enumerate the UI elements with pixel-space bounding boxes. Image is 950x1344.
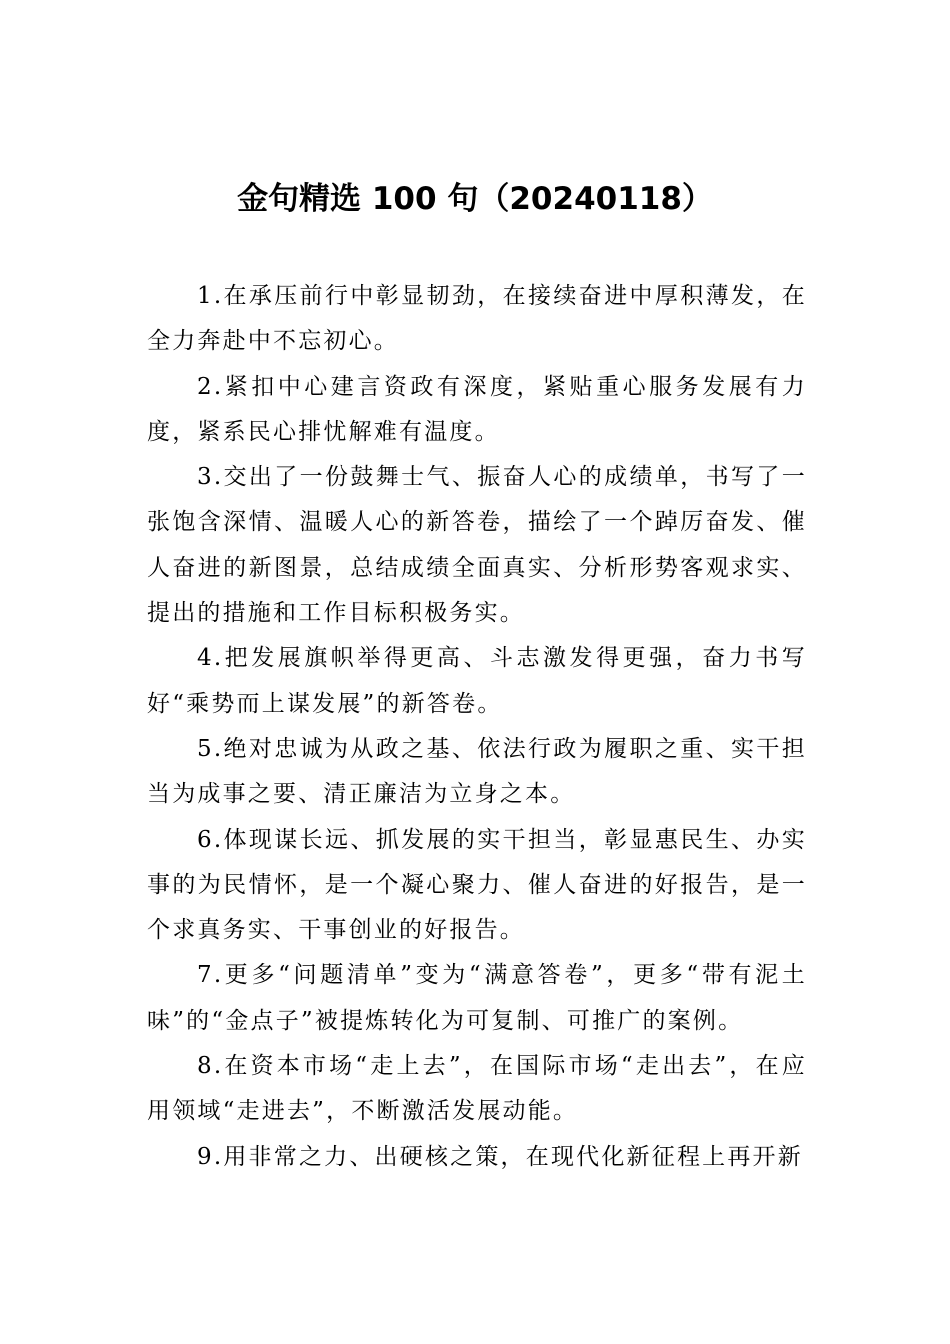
document-body <box>147 274 807 1180</box>
paragraph-3: 3.交出了一份鼓舞士气、振奋人心的成绩单，书写了一张饱含深情、温暖人心的新答卷，描绘了一个踔厉奋发、催人奋进的新图景，总结成绩全面真实、分析形势客观求实、提出的措施和工作目标积极务实。 <box>147 464 807 627</box>
paragraph-6: 6.体现谋长远、抓发展的实干担当，彰显惠民生、办实事的为民情怀，是一个凝心聚力、催人奋进的好报告，是一个求真务实、干事创业的好报告。 <box>147 826 807 944</box>
paragraph-9: 9.用非常之力、出硬核之策，在现代化新征程上再开新 <box>197 1143 803 1170</box>
paragraph-4: 4.把发展旗帜举得更高、斗志激发得更强，奋力书写好“乘势而上谋发展”的新答卷。 <box>147 645 807 717</box>
document-title: 金句精选 100 句（20240118） <box>237 181 713 217</box>
paragraph-1: 1.在承压前行中彰显韧劲，在接续奋进中厚积薄发，在全力奔赴中不忘初心。 <box>147 283 807 355</box>
paragraph-7: 7.更多“问题清单”变为“满意答卷”，更多“带有泥土味”的“金点子”被提炼转化为可复制、可推广的案例。 <box>147 962 807 1034</box>
paragraph-2: 2.紧扣中心建言资政有深度，紧贴重心服务发展有力度，紧系民心排忧解难有温度。 <box>147 373 807 445</box>
paragraph-8: 8.在资本市场“走上去”，在国际市场“走出去”，在应用领域“走进去”，不断激活发展动能。 <box>147 1053 807 1125</box>
paragraph-5: 5.绝对忠诚为从政之基、依法行政为履职之重、实干担当为成事之要、清正廉洁为立身之本。 <box>147 735 807 808</box>
